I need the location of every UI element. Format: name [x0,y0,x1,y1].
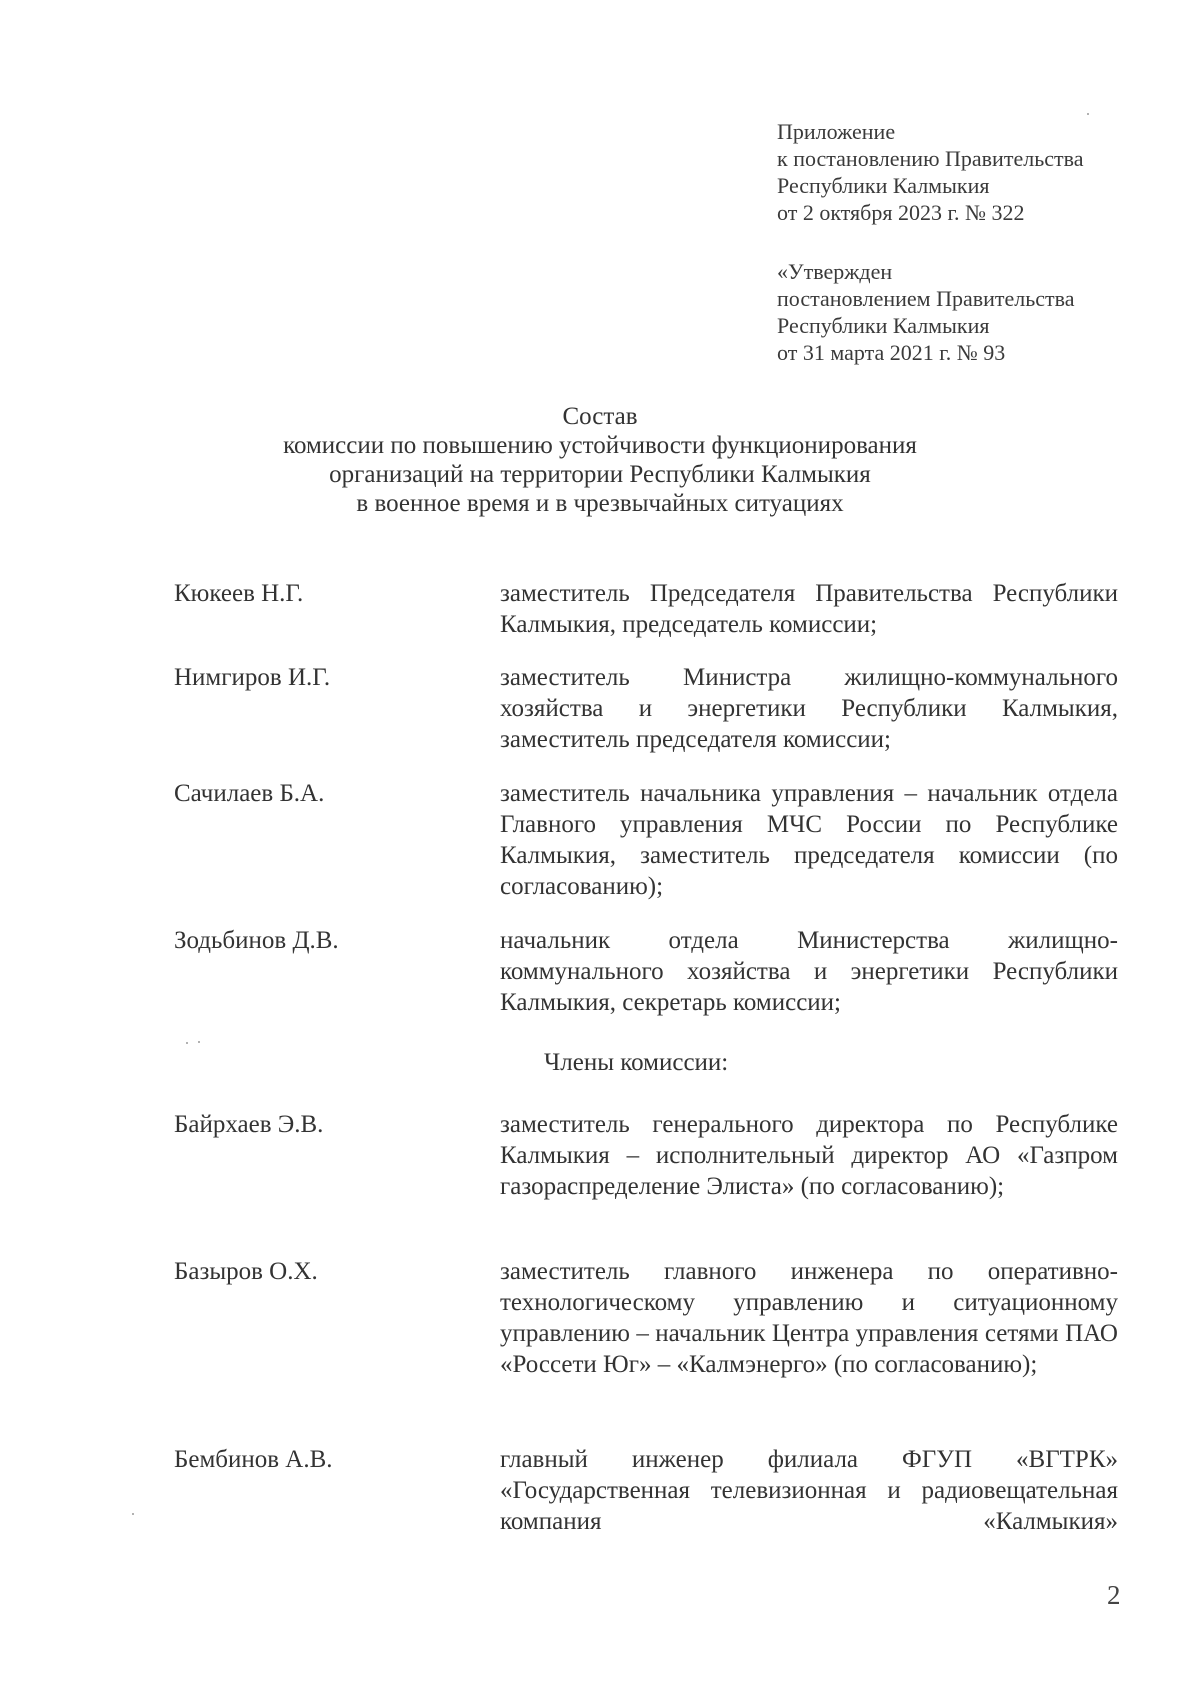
appendix-line: от 2 октября 2023 г. № 322 [777,200,1025,225]
member-name: Сачилаев Б.А. [174,780,325,807]
title-line: в военное время и в чрезвычайных ситуациях [356,490,844,517]
member-name: Нимгиров И.Г. [174,664,331,691]
member-role: заместитель генерального директора по Республике Калмыкия – исполнительный директор АО «Газпром газораспределение Элиста» (по согласованию); [500,1111,1118,1200]
member-role: заместитель главного инженера по оперативно-технологическому управлению и ситуационному управлению – начальник Центра управления сетями ПАО «Россети Юг» – «Калмэнерго» (по согласованию); [500,1258,1118,1378]
member-name: Кюкеев Н.Г. [174,580,304,607]
member-name: Бембинов А.В. [174,1446,333,1473]
appendix-reference [777,118,1137,226]
page-number: 2 [1107,1580,1121,1610]
member-name: Зодьбинов Д.В. [174,927,339,954]
scan-speck [186,1042,188,1044]
scan-speck [1087,113,1089,115]
approval-line: постановлением Правительства [777,286,1075,311]
members-heading: Члены комиссии: [544,1049,729,1076]
member-role: заместитель Министра жилищно-коммунального хозяйства и энергетики Республики Калмыкия, заместитель председателя комиссии; [500,664,1118,753]
approval-line: от 31 марта 2021 г. № 93 [777,340,1006,365]
appendix-line: к постановлению Правительства [777,146,1084,171]
member-name: Байрхаев Э.В. [174,1111,324,1138]
member-role: начальник отдела Министерства жилищно-коммунального хозяйства и энергетики Республики Калмыкия, секретарь комиссии; [500,927,1118,1016]
member-role: заместитель Председателя Правительства Республики Калмыкия, председатель комиссии; [500,580,1118,638]
member-name: Базыров О.Х. [174,1258,318,1285]
title-line: организаций на территории Республики Калмыкия [329,461,871,488]
appendix-line: Республики Калмыкия [777,173,990,198]
approval-reference [777,258,1137,366]
member-role: заместитель начальника управления – начальник отдела Главного управления МЧС России по Республике Калмыкия, заместитель председателя комиссии (по согласованию); [500,780,1118,900]
scan-speck [198,1041,200,1043]
document-title [150,402,1050,518]
scan-speck [132,1513,134,1515]
appendix-line: Приложение [777,119,896,144]
approval-line: Республики Калмыкия [777,313,990,338]
title-line: Состав [562,403,638,430]
title-line: комиссии по повышению устойчивости функционирования [283,432,917,459]
approval-line: «Утвержден [777,259,893,284]
member-role: главный инженер филиала ФГУП «ВГТРК» «Государственная телевизионная и радиовещательная компания «Калмыкия» [500,1446,1118,1535]
